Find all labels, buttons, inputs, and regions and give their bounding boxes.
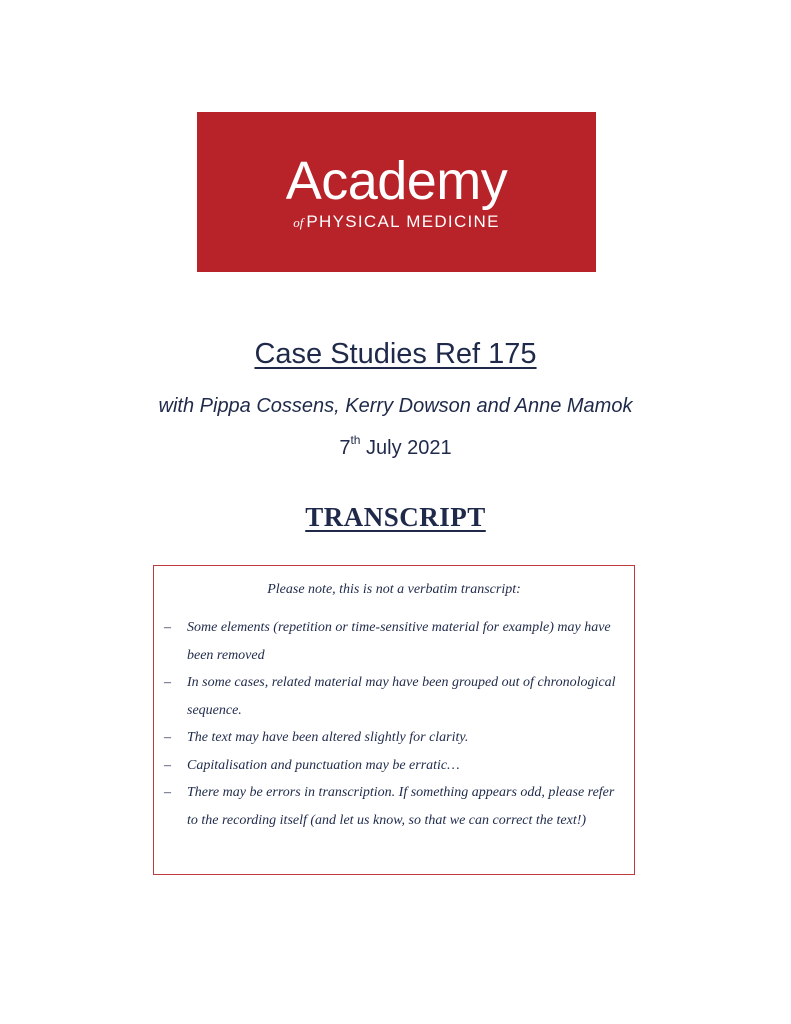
document-date (0, 434, 791, 462)
dash-bullet: – (164, 620, 171, 635)
list-item (154, 752, 634, 780)
academy-logo (197, 112, 596, 272)
list-item (154, 779, 634, 834)
list-item-text: Capitalisation and punctuation may be erratic… (187, 757, 460, 773)
dash-bullet: – (164, 730, 171, 745)
list-item-text: The text may have been altered slightly for clarity. (187, 730, 469, 745)
list-item-text: Some elements (repetition or time-sensitive material for example) may have been removed (187, 620, 611, 663)
list-item (154, 669, 634, 724)
date-suffix: th (350, 433, 361, 448)
disclaimer-list (154, 614, 634, 834)
disclaimer-box (153, 565, 635, 875)
disclaimer-intro: Please note, this is not a verbatim transcript: (267, 582, 521, 597)
document-title: Case Studies Ref 175 (254, 338, 537, 370)
dash-bullet: – (164, 675, 171, 690)
list-item (154, 614, 634, 669)
dash-bullet: – (164, 757, 171, 773)
list-item-text: There may be errors in transcription. If something appears odd, please refer to the recording itself (and let us know, so that we can correct the text!) (187, 785, 615, 828)
date-day: 7 (339, 437, 351, 459)
logo-of-text: of (293, 215, 304, 230)
dash-bullet: – (164, 785, 171, 800)
logo-subtitle (197, 212, 596, 233)
transcript-heading: TRANSCRIPT (305, 502, 486, 532)
presenters-line: with Pippa Cossens, Kerry Dowson and Anne Mamok (158, 395, 633, 417)
list-item-text: In some cases, related material may have been grouped out of chronological sequence. (187, 675, 616, 718)
list-item (154, 724, 634, 752)
logo-wordmark: Academy (285, 151, 508, 211)
logo-subtitle-text: PHYSICAL MEDICINE (306, 212, 500, 231)
date-month-year: July 2021 (360, 437, 452, 459)
